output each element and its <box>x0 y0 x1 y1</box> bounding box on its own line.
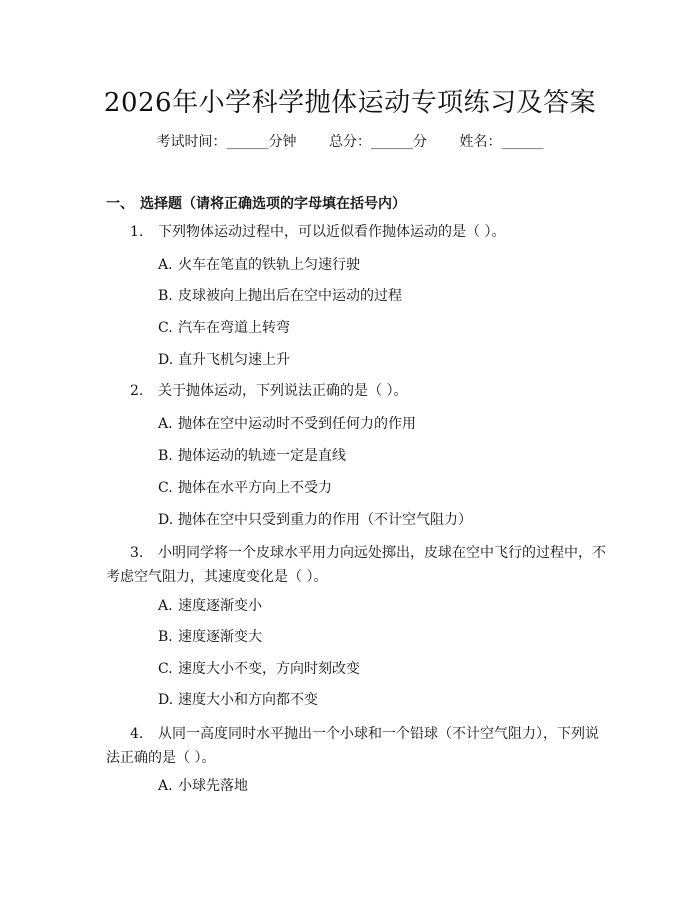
question-1 <box>106 222 606 242</box>
total-score-unit: 分 <box>413 134 427 150</box>
question-2 <box>106 381 606 401</box>
question-text: 小明同学将一个皮球水平用力向远处掷出，皮球在空中飞行的过程中，不考虑空气阻力，其速度变化是（ ）。 <box>106 545 606 585</box>
question-3-option-d <box>158 690 318 710</box>
option-text: 速度逐渐变大 <box>178 629 262 645</box>
option-letter: B. <box>158 629 173 645</box>
section-title: 选择题（请将正确选项的字母填在括号内） <box>140 196 406 212</box>
option-letter: D. <box>158 352 174 368</box>
student-name-label: 姓名： <box>459 134 502 150</box>
question-number: 2. <box>130 383 144 399</box>
question-4-option-a <box>158 776 248 796</box>
question-text: 下列物体运动过程中，可以近似看作抛体运动的是（ ）。 <box>158 224 506 240</box>
exam-time-label: 考试时间： <box>156 134 227 150</box>
option-letter: C. <box>158 480 173 496</box>
option-text: 皮球被向上抛出后在空中运动的过程 <box>178 288 402 304</box>
option-text: 抛体在空中只受到重力的作用（不计空气阻力） <box>178 512 472 528</box>
question-text: 关于抛体运动，下列说法正确的是（ ）。 <box>158 383 408 399</box>
question-3 <box>106 541 606 589</box>
exam-time-blank: ______ <box>226 134 269 150</box>
question-2-option-b <box>158 446 346 466</box>
option-text: 火车在笔直的铁轨上匀速行驶 <box>178 257 360 273</box>
exam-time-unit: 分钟 <box>268 134 297 150</box>
document-title: 2026年小学科学抛体运动专项练习及答案 <box>103 88 597 118</box>
section-heading <box>106 193 406 213</box>
question-1-option-c <box>158 318 290 338</box>
option-letter: A. <box>158 778 173 794</box>
question-1-option-d <box>158 350 290 370</box>
question-number: 1. <box>130 224 144 240</box>
option-text: 抛体在空中运动时不受到任何力的作用 <box>178 416 416 432</box>
section-number: 一、 <box>106 196 134 212</box>
total-score-blank: ______ <box>371 134 413 150</box>
option-letter: A. <box>158 598 173 614</box>
option-letter: B. <box>158 288 173 304</box>
option-text: 抛体在水平方向上不受力 <box>178 480 332 496</box>
question-number: 4. <box>130 726 144 742</box>
option-letter: D. <box>158 692 174 708</box>
question-text: 从同一高度同时水平抛出一个小球和一个铅球（不计空气阻力），下列说法正确的是（ ）。 <box>106 726 599 766</box>
option-text: 速度大小不变，方向时刻改变 <box>178 661 360 677</box>
option-letter: C. <box>158 320 173 336</box>
total-score-label: 总分： <box>329 134 371 150</box>
question-3-option-a <box>158 596 262 616</box>
question-2-option-a <box>158 414 416 434</box>
question-3-option-c <box>158 659 360 679</box>
option-text: 抛体运动的轨迹一定是直线 <box>178 448 346 464</box>
option-letter: B. <box>158 448 173 464</box>
option-text: 汽车在弯道上转弯 <box>178 320 290 336</box>
option-text: 速度大小和方向都不变 <box>178 692 318 708</box>
question-3-option-b <box>158 627 262 647</box>
option-letter: C. <box>158 661 173 677</box>
option-text: 速度逐渐变小 <box>178 598 262 614</box>
option-letter: A. <box>158 257 173 273</box>
question-4 <box>106 722 606 770</box>
question-1-option-a <box>158 255 360 275</box>
student-name-blank: ______ <box>501 134 544 150</box>
option-letter: A. <box>158 416 173 432</box>
option-text: 直升飞机匀速上升 <box>178 352 290 368</box>
exam-time-field <box>157 131 297 151</box>
student-name-field <box>459 131 543 151</box>
question-2-option-c <box>158 478 332 498</box>
total-score-field <box>329 131 427 151</box>
question-number: 3. <box>130 545 144 561</box>
question-1-option-b <box>158 286 402 306</box>
option-letter: D. <box>158 512 174 528</box>
exam-info-line <box>0 131 700 151</box>
option-text: 小球先落地 <box>178 778 248 794</box>
question-2-option-d <box>158 510 472 530</box>
